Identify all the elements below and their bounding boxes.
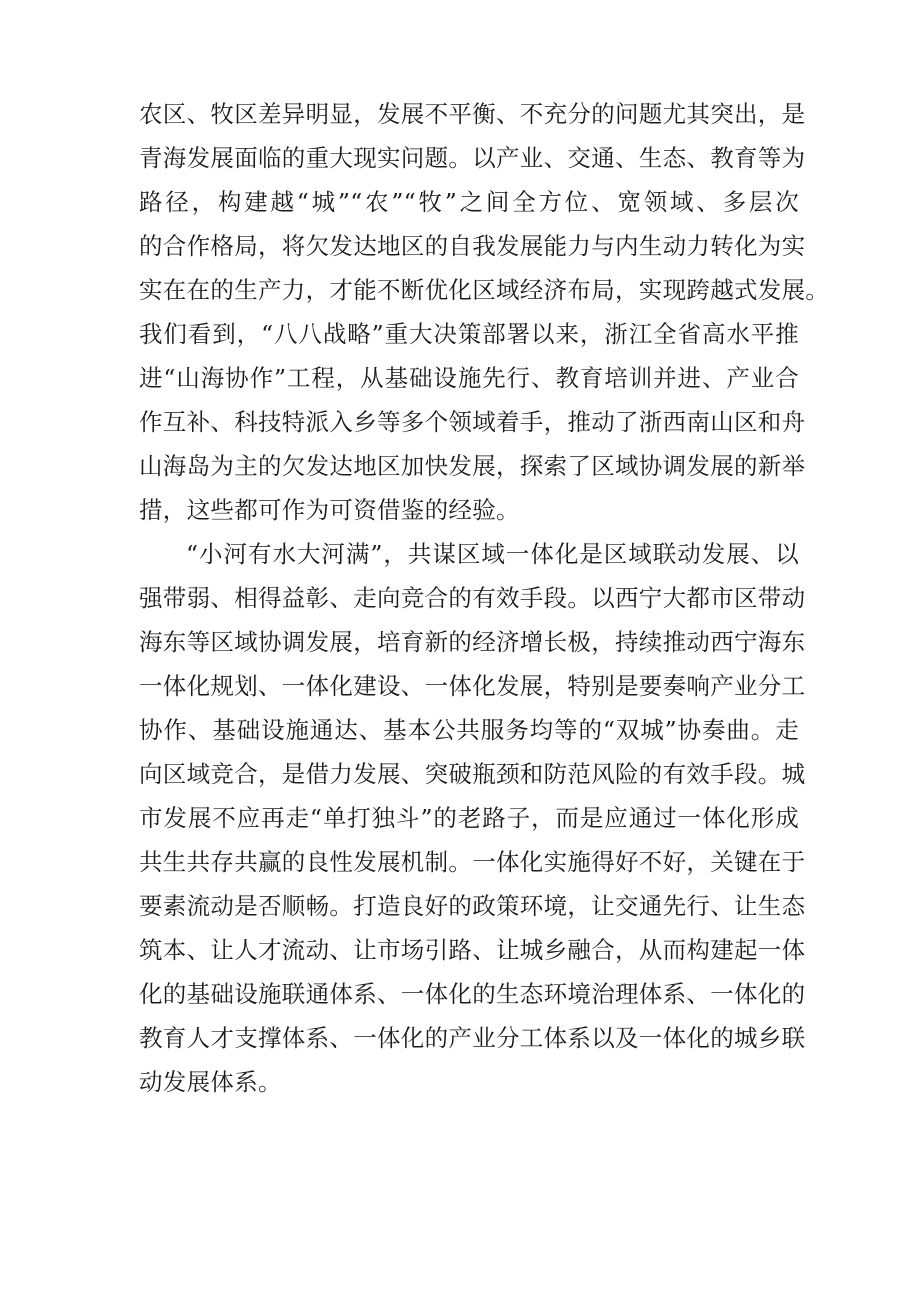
text-line: 教育人才支撑体系、一体化的产业分工体系以及一体化的城乡联	[139, 1024, 806, 1052]
text-line: 的合作格局，将欠发达地区的自我发展能力与内生动力转化为实	[139, 232, 806, 260]
text-line: “小河有水大河满”，共谋区域一体化是区域联动发展、以	[186, 540, 799, 568]
paragraph-1	[139, 92, 830, 532]
text-line: 强带弱、相得益彰、走向竞合的有效手段。以西宁大都市区带动	[139, 584, 806, 612]
text-line: 要素流动是否顺畅。打造良好的政策环境，让交通先行、让生态	[139, 892, 806, 920]
text-line: 实在在的生产力，才能不断优化区域经济布局，实现跨越式发展。	[139, 276, 830, 304]
text-line: 向区域竞合，是借力发展、突破瓶颈和防范风险的有效手段。城	[139, 760, 806, 788]
text-line: 进“山海协作”工程，从基础设施先行、教育培训并进、产业合	[139, 364, 799, 392]
text-line: 协作、基础设施通达、基本公共服务均等的“双城”协奏曲。走	[139, 716, 799, 744]
text-line: 市发展不应再走“单打独斗”的老路子，而是应通过一体化形成	[139, 804, 799, 832]
paragraph-2	[139, 532, 806, 1104]
text-line: 共生共存共赢的良性发展机制。一体化实施得好不好，关键在于	[139, 848, 806, 876]
text-line: 动发展体系。	[139, 1068, 282, 1096]
text-line: 筑本、让人才流动、让市场引路、让城乡融合，从而构建起一体	[139, 936, 806, 964]
text-line: 我们看到，“八八战略”重大决策部署以来，浙江全省高水平推	[139, 320, 799, 348]
text-line: 措，这些都可作为可资借鉴的经验。	[139, 496, 520, 524]
document-body	[139, 92, 830, 1104]
text-line: 化的基础设施联通体系、一体化的生态环境治理体系、一体化的	[139, 980, 806, 1008]
text-line: 一体化规划、一体化建设、一体化发展，特别是要奏响产业分工	[139, 672, 806, 700]
text-line: 路径，构建越“城”“农”“牧”之间全方位、宽领域、多层次	[139, 188, 799, 216]
text-line: 山海岛为主的欠发达地区加快发展，探索了区域协调发展的新举	[139, 452, 806, 480]
text-line: 农区、牧区差异明显，发展不平衡、不充分的问题尤其突出，是	[139, 100, 806, 128]
text-line: 青海发展面临的重大现实问题。以产业、交通、生态、教育等为	[139, 144, 806, 172]
text-line: 海东等区域协调发展，培育新的经济增长极，持续推动西宁海东	[139, 628, 806, 656]
text-line: 作互补、科技特派入乡等多个领域着手，推动了浙西南山区和舟	[139, 408, 806, 436]
